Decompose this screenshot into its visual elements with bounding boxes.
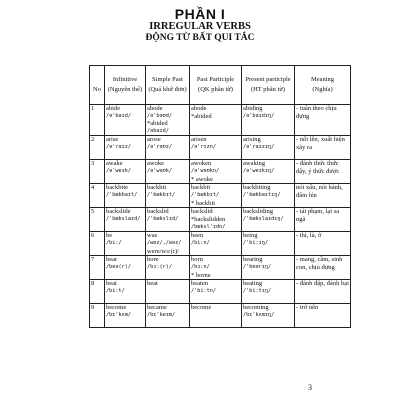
verb-text: * backbit	[191, 199, 216, 207]
verb-text: become	[106, 304, 127, 312]
cell-infinitive	[105, 160, 146, 184]
cell-present-participle	[242, 232, 295, 256]
pronunciation-text: /bæksl'ɪdn/	[191, 223, 226, 230]
verb-text: backbit	[147, 184, 167, 192]
verb-text: abode	[191, 105, 207, 112]
verb-text: - tuân theo chịu đựng	[296, 105, 337, 120]
cell-meaning	[295, 304, 351, 328]
cell-infinitive	[105, 136, 146, 160]
pronunciation-text: /'bækbaɪtɪŋ/	[243, 191, 281, 198]
verb-text: 5	[91, 208, 95, 216]
cell-simple-past	[146, 208, 190, 232]
cell-infinitive	[105, 105, 146, 136]
pronunciation-text: /ə'weɪkɪŋ/	[243, 167, 275, 174]
verb-text: being	[243, 232, 258, 240]
verb-text: - mang, cầm, sinh con, chịu đựng	[296, 256, 343, 271]
cell-present-participle	[242, 208, 295, 232]
verb-text: bore	[147, 256, 159, 264]
table-row	[90, 280, 351, 304]
verb-text: - thì, là, ở	[296, 232, 322, 240]
pronunciation-text: /ə'rɪzn/	[191, 143, 216, 150]
verb-text: arising	[243, 136, 261, 144]
cell-present-participle	[242, 160, 295, 184]
cell-no	[90, 160, 105, 184]
cell-past-participle	[190, 136, 242, 160]
cell-simple-past	[146, 280, 190, 304]
pronunciation-text: /'bi:tɪŋ/	[243, 287, 272, 294]
pronunciation-text: /'bækbɪt/	[191, 191, 220, 198]
verb-text: beat	[147, 280, 158, 288]
verb-text: - đánh đập, đánh bại	[296, 280, 349, 288]
table-row	[90, 184, 351, 208]
cell-present-participle	[242, 184, 295, 208]
pronunciation-text: /ə'weɪk/	[106, 167, 131, 174]
pronunciation-text: /'bi:tn/	[191, 287, 216, 294]
cell-no	[90, 105, 105, 136]
verb-text: awaking	[243, 160, 266, 168]
cell-no	[90, 280, 105, 304]
cell-past-participle	[190, 304, 242, 328]
table-row	[90, 136, 351, 160]
cell-no	[90, 184, 105, 208]
pronunciation-text: /'bækbaɪt/	[106, 191, 138, 198]
table-header-row	[90, 66, 351, 105]
pronunciation-text: /'beərɪŋ/	[243, 263, 272, 270]
cell-present-participle	[242, 280, 295, 304]
verb-text: *abided	[147, 120, 168, 128]
verb-text: backbiting	[243, 184, 271, 192]
section-subtitle: ĐỘNG TỪ BẤT QUI TẮC	[145, 33, 255, 43]
verb-text: abiding	[243, 105, 263, 112]
verb-text: arose	[147, 136, 161, 144]
pronunciation-text: /ə'wəʊk/	[147, 167, 172, 174]
pronunciation-text: /'bi:ɪŋ/	[243, 239, 268, 246]
cell-infinitive	[105, 280, 146, 304]
pronunciation-text: /ə'raɪzɪŋ/	[243, 143, 275, 150]
table-row	[90, 304, 351, 328]
header-meaning: Meaning (Nghĩa)	[295, 66, 351, 105]
verb-text: backslid	[147, 208, 169, 216]
pronunciation-text: /'bækslaɪd/	[106, 215, 141, 222]
verb-text: backslide	[106, 208, 131, 216]
verb-text: backbite	[106, 184, 129, 192]
verb-text: was	[147, 232, 158, 240]
cell-no	[90, 304, 105, 328]
irregular-verbs-table	[89, 65, 351, 328]
cell-meaning	[295, 280, 351, 304]
cell-meaning	[295, 208, 351, 232]
verb-text: become	[191, 304, 212, 312]
pronunciation-text: /bɪ'keɪm/	[147, 311, 176, 318]
verb-text: 8	[91, 280, 95, 288]
pronunciation-text: /ə'rəʊz/	[147, 143, 172, 150]
verb-text: 1	[91, 105, 95, 112]
cell-past-participle	[190, 208, 242, 232]
cell-present-participle	[242, 304, 295, 328]
verb-text: 9	[91, 304, 95, 312]
part-title: PHẦN I	[174, 6, 226, 22]
pronunciation-text: /bɪ'kʌmɪŋ/	[243, 311, 275, 318]
header-no: No	[90, 66, 105, 105]
verb-text: - nổi lên, xuất hiện xảy ra	[296, 136, 345, 151]
table-row	[90, 208, 351, 232]
section-title: IRREGULAR VERBS	[149, 21, 251, 32]
cell-past-participle	[190, 184, 242, 208]
cell-simple-past	[146, 304, 190, 328]
pronunciation-text: /wɒz/,/wəz/	[147, 239, 182, 246]
cell-present-participle	[242, 105, 295, 136]
verb-text: bear	[106, 256, 118, 264]
pronunciation-text: /bɔ:n/	[191, 263, 210, 270]
verb-text: *backslidden	[191, 215, 226, 223]
verb-text: backslid	[191, 208, 213, 216]
verb-text: awake	[106, 160, 123, 168]
verb-text: beating	[243, 280, 263, 288]
pronunciation-text: /ə'bəʊd/	[147, 112, 172, 119]
pronunciation-text: /bɔ:(r)/	[147, 263, 172, 270]
cell-past-participle	[190, 232, 242, 256]
cell-simple-past	[146, 136, 190, 160]
cell-infinitive	[105, 256, 146, 280]
cell-meaning	[295, 136, 351, 160]
cell-infinitive	[105, 208, 146, 232]
verb-text: *abided	[191, 112, 212, 120]
pronunciation-text: /ə'baɪd/	[106, 112, 131, 119]
table-row	[90, 160, 351, 184]
verb-text: were/wɜ:(r)/	[147, 247, 179, 255]
cell-present-participle	[242, 256, 295, 280]
verb-text: beaten	[191, 280, 208, 288]
table-row	[90, 105, 351, 136]
pronunciation-text: /'bækbɪt/	[147, 191, 176, 198]
cell-no	[90, 208, 105, 232]
verb-text: arise	[106, 136, 119, 144]
cell-past-participle	[190, 256, 242, 280]
cell-simple-past	[146, 105, 190, 136]
verb-text: abide	[106, 105, 121, 112]
verb-text: 4	[91, 184, 95, 192]
cell-present-participle	[242, 136, 295, 160]
cell-meaning	[295, 160, 351, 184]
verb-text: 2	[91, 136, 95, 144]
verb-text: becoming	[243, 304, 269, 312]
verb-text: - tái phạm, lại sa ngã	[296, 208, 340, 223]
pronunciation-text: /ə'wəʊkn/	[191, 167, 220, 174]
cell-meaning	[295, 105, 351, 136]
pronunciation-text: /beə(r)/	[106, 263, 131, 270]
verb-text: awoke	[147, 160, 164, 168]
cell-no	[90, 136, 105, 160]
cell-simple-past	[146, 256, 190, 280]
verb-text: became	[147, 304, 167, 312]
cell-meaning	[295, 184, 351, 208]
page-number: 3	[308, 383, 312, 392]
table-row	[90, 256, 351, 280]
cell-infinitive	[105, 304, 146, 328]
verb-text: * awoke	[191, 175, 213, 183]
cell-past-participle	[190, 105, 242, 136]
verb-text: backsliding	[243, 208, 273, 216]
table-row	[90, 232, 351, 256]
cell-infinitive	[105, 232, 146, 256]
verb-text: born	[191, 256, 203, 264]
verb-text: be	[106, 232, 113, 240]
pronunciation-text: /əbaɪd/	[147, 127, 169, 134]
cell-no	[90, 256, 105, 280]
pronunciation-text: /bɪ'kʌm/	[106, 311, 131, 318]
cell-infinitive	[105, 184, 146, 208]
header-infinitive: Infinitive (Nguyên thể)	[105, 66, 146, 105]
verb-text: bearing	[243, 256, 263, 264]
pronunciation-text: /'bækslɪd/	[147, 215, 179, 222]
verb-text: - trở nên	[296, 304, 319, 312]
pronunciation-text: /ə'baɪdɪŋ/	[243, 112, 275, 119]
verb-text: nói xấu, nói hành, đâm lén	[296, 184, 343, 199]
cell-simple-past	[146, 232, 190, 256]
verb-text: abode	[147, 105, 163, 112]
verb-text: beat	[106, 280, 117, 288]
header-past-participle: Past Participle (QK phân từ)	[190, 66, 242, 105]
pronunciation-text: /bi:t/	[106, 287, 125, 294]
verb-text: 6	[91, 232, 95, 240]
verb-text: 3	[91, 160, 95, 168]
verb-text: * borne	[191, 271, 211, 279]
verb-text: awoken	[191, 160, 212, 168]
verb-text: arisen	[191, 136, 207, 144]
cell-past-participle	[190, 160, 242, 184]
pronunciation-text: /bi:/	[106, 239, 122, 246]
cell-past-participle	[190, 280, 242, 304]
pronunciation-text: /bi:n/	[191, 239, 210, 246]
verb-text: 7	[91, 256, 95, 264]
cell-meaning	[295, 256, 351, 280]
verb-text: been	[191, 232, 204, 240]
pronunciation-text: /ə'raɪz/	[106, 143, 131, 150]
cell-simple-past	[146, 184, 190, 208]
header-present-participle: Present participle (HT phân từ)	[242, 66, 295, 105]
cell-no	[90, 232, 105, 256]
pronunciation-text: /'bækslaɪdɪŋ/	[243, 215, 284, 222]
header-simple-past: Simple Past (Quá khứ đơn)	[146, 66, 190, 105]
cell-simple-past	[146, 160, 190, 184]
verb-text: - đánh thức thức dậy, ý thức được	[296, 160, 340, 175]
cell-meaning	[295, 232, 351, 256]
verb-text: backbit	[191, 184, 211, 192]
